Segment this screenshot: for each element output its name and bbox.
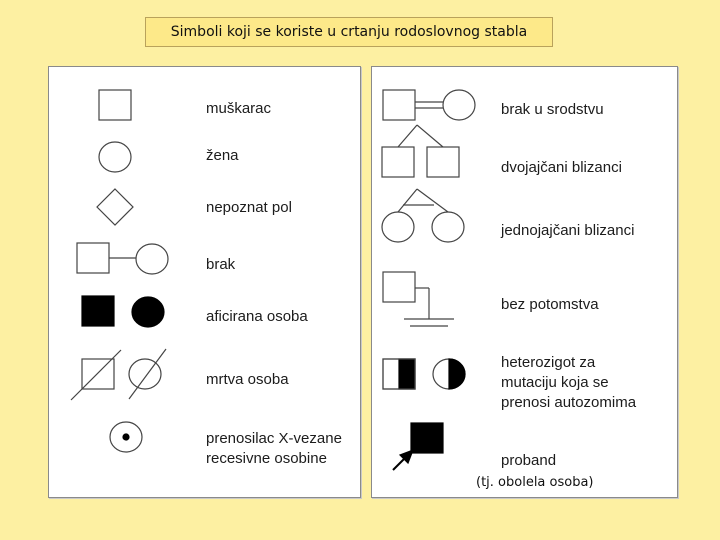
label-heterozygote: heterozigot za mutaciju koja se prenosi autozomima [501, 354, 637, 411]
label-monozygotic-twins: jednojajčani blizanci [501, 222, 635, 239]
marriage-line-icon [77, 243, 168, 274]
label-x-linked-carrier: prenosilac X-vezane recesivne osobine [206, 430, 342, 467]
no-offspring-icon [383, 272, 454, 326]
consanguineous-marriage-icon [383, 90, 475, 120]
label-no-offspring: bez potomstva [501, 296, 599, 313]
label-proband: proband [501, 452, 557, 469]
crossed-square-circle-icon [71, 349, 166, 400]
label-consanguineous-marriage: brak u srodstvu [501, 101, 604, 118]
half-filled-icon [383, 359, 465, 389]
label-deceased: mrtva osoba [206, 371, 289, 388]
label-female: žena [206, 147, 239, 164]
left-symbol-panel [48, 66, 361, 498]
label-marriage: brak [206, 256, 236, 273]
dizygotic-twins-icon [382, 125, 459, 177]
right-symbols-drawing [372, 67, 679, 499]
label-dizygotic-twins: dvojajčani blizanci [501, 159, 622, 176]
label-unknown-sex: nepoznat pol [206, 199, 292, 216]
label-male: muškarac [206, 100, 272, 117]
page-title: Simboli koji se koriste u crtanju rodoslovnog stabla [145, 17, 553, 47]
proband-note: (tj. obolela osoba) [476, 475, 594, 490]
label-affected: aficirana osoba [206, 308, 308, 325]
filled-square-circle-icon [82, 296, 164, 327]
monozygotic-twins-icon [382, 189, 464, 242]
square-icon [99, 90, 131, 120]
diamond-icon [97, 189, 133, 225]
proband-arrow-icon [393, 423, 443, 470]
dot-circle-icon [110, 422, 142, 452]
circle-icon [99, 142, 131, 172]
right-symbol-panel [371, 66, 678, 498]
